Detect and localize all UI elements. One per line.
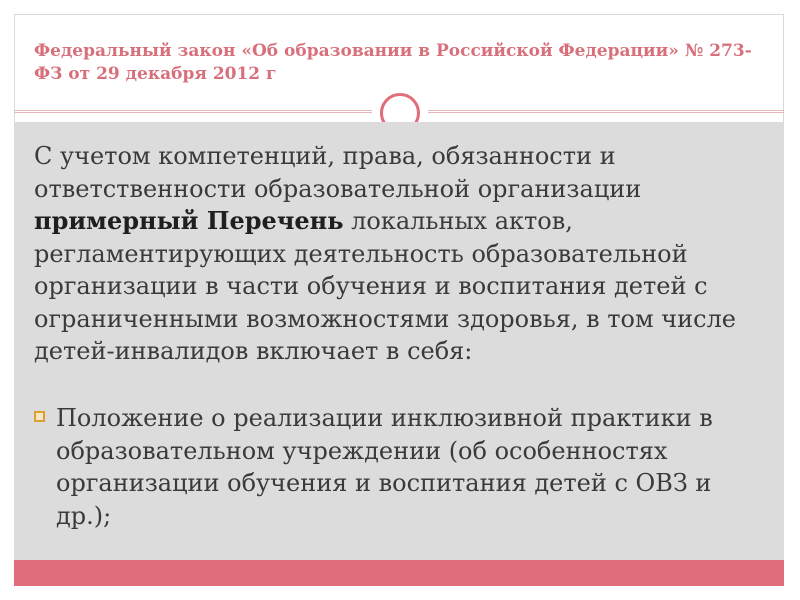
bullet-item xyxy=(34,402,764,532)
content-panel xyxy=(14,122,784,560)
square-bullet-icon xyxy=(34,411,45,422)
body-bold-phrase: примерный Перечень xyxy=(34,206,344,235)
body-intro: С учетом компетенций, права, обязанности и ответственности образовательной организации xyxy=(34,142,642,203)
slide-title: Федеральный закон «Об образовании в Российской Федерации» № 273-ФЗ от 29 декабря 2012 г xyxy=(34,41,752,84)
bullet-text: Положение о реализации инклюзивной практики в образовательном учреждении (об особенностях организации обучения и воспитания детей с ОВЗ и др.); xyxy=(56,404,713,530)
footer-band xyxy=(14,560,784,586)
body-paragraph xyxy=(34,140,764,368)
body-rest: локальных актов, регламентирующих деятельность образовательной организации в части обучения и воспитания детей с ограниченными возможностями здоровья, в том числе детей-инвалидов включает в себя: xyxy=(34,207,737,365)
